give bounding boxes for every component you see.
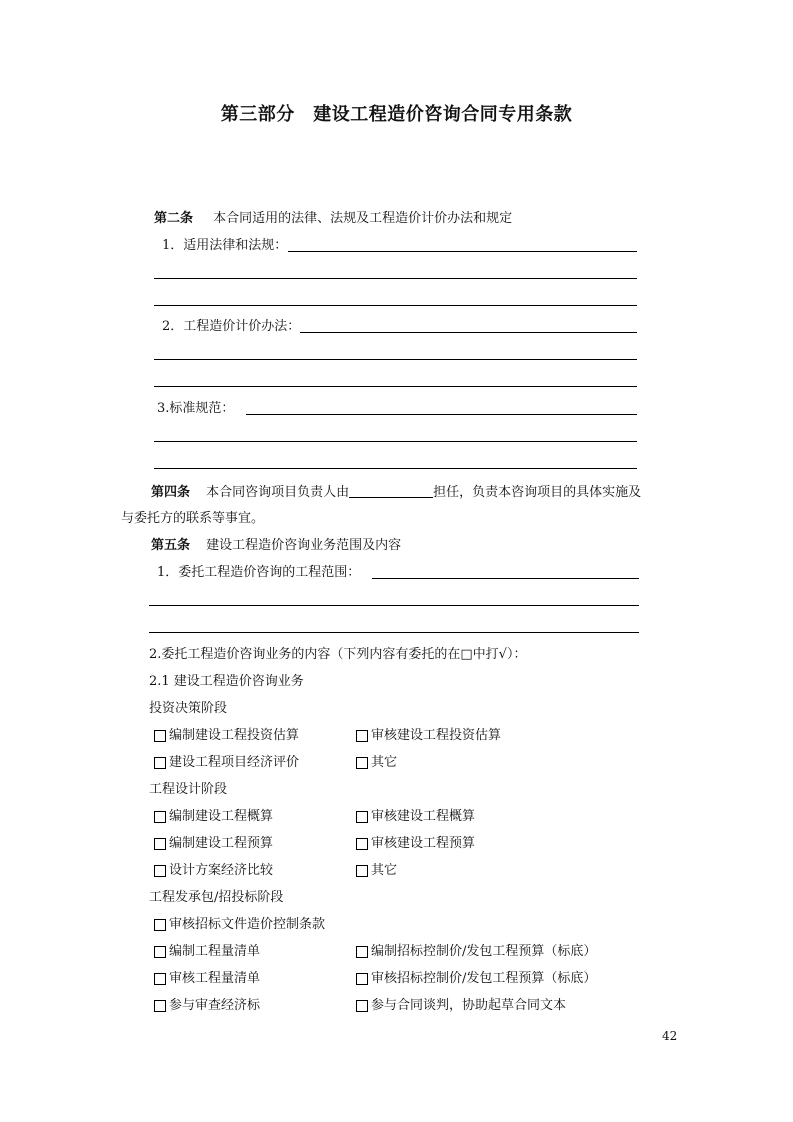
checkbox-icon[interactable] — [154, 1000, 166, 1012]
checkbox-icon[interactable] — [154, 973, 166, 985]
checkbox-label: 审核工程量清单 — [169, 971, 261, 986]
article-2-item-3-label: 3.标准规范： — [157, 401, 235, 416]
article-4-text-after: 担任，负责本咨询项目的具体实施及 — [433, 485, 642, 500]
article-2-item-2-blank[interactable] — [300, 332, 637, 333]
checkbox-item[interactable] — [154, 997, 260, 1015]
article-2-item-1-blank-3[interactable] — [154, 305, 637, 306]
checkbox-icon[interactable] — [356, 1000, 368, 1012]
project-manager-blank[interactable] — [349, 483, 433, 498]
checkbox-item[interactable] — [154, 916, 325, 934]
article-2-item-3-blank[interactable] — [246, 414, 637, 415]
checkbox-label: 编制建设工程投资估算 — [169, 728, 300, 743]
article-5-heading: 第五条 — [151, 538, 191, 553]
checkbox-label: 编制建设工程概算 — [169, 809, 274, 824]
checkbox-icon[interactable] — [154, 811, 166, 823]
article-4-text-before: 本合同咨询项目负责人由 — [206, 485, 350, 500]
article-2-item-2-blank-2[interactable] — [154, 359, 637, 360]
checkbox-item[interactable] — [154, 727, 299, 745]
checkbox-icon[interactable] — [356, 730, 368, 742]
article-2-item-2-label: 2．工程造价计价办法： — [162, 319, 301, 334]
checkbox-label: 参与合同谈判，协助起草合同文本 — [371, 998, 567, 1013]
article-4-heading: 第四条 — [151, 485, 191, 500]
checkbox-label: 编制工程量清单 — [169, 944, 261, 959]
article-4-line-2: 与委托方的联系等事宜。 — [121, 511, 265, 526]
checkbox-item[interactable] — [154, 970, 260, 988]
checkbox-label: 编制建设工程预算 — [169, 836, 274, 851]
section-2-1: 2.1 建设工程造价咨询业务 — [149, 674, 304, 689]
page-title: 第三部分 建设工程造价咨询合同专用条款 — [220, 104, 573, 125]
stage-investment-decision: 投资决策阶段 — [149, 701, 228, 716]
checkbox-item[interactable] — [356, 808, 475, 826]
checkbox-icon[interactable] — [356, 973, 368, 985]
checkbox-label: 其它 — [371, 755, 398, 770]
checkbox-icon[interactable] — [154, 865, 166, 877]
checkbox-label: 审核建设工程概算 — [371, 809, 476, 824]
checkbox-icon[interactable] — [154, 946, 166, 958]
article-2-line — [154, 210, 512, 228]
article-2-item-3-blank-3[interactable] — [154, 468, 637, 469]
article-5-item-2: 2.委托工程造价咨询业务的内容（下列内容有委托的在□中打√）： — [149, 647, 527, 662]
article-2-item-3-blank-2[interactable] — [154, 441, 637, 442]
checkbox-item[interactable] — [356, 862, 397, 880]
checkbox-item[interactable] — [356, 970, 596, 988]
article-2-item-1-blank-2[interactable] — [154, 278, 637, 279]
checkbox-icon[interactable] — [154, 838, 166, 850]
checkbox-label: 审核建设工程投资估算 — [371, 728, 502, 743]
article-2-item-1-label: 1．适用法律和法规： — [162, 238, 288, 253]
page-number: 42 — [662, 1029, 678, 1043]
checkbox-icon[interactable] — [356, 838, 368, 850]
checkbox-icon[interactable] — [356, 757, 368, 769]
checkbox-icon[interactable] — [356, 865, 368, 877]
checkbox-item[interactable] — [154, 943, 260, 961]
checkbox-item[interactable] — [154, 754, 299, 772]
checkbox-item[interactable] — [356, 754, 397, 772]
checkbox-icon[interactable] — [356, 811, 368, 823]
checkbox-label: 建设工程项目经济评价 — [169, 755, 300, 770]
checkbox-item[interactable] — [154, 862, 273, 880]
article-2-heading: 第二条 — [154, 211, 194, 226]
checkbox-label: 参与审查经济标 — [169, 998, 261, 1013]
checkbox-label: 审核建设工程预算 — [371, 836, 476, 851]
checkbox-item[interactable] — [356, 943, 596, 961]
article-2-item-1-blank[interactable] — [288, 251, 637, 252]
checkbox-label: 编制招标控制价/发包工程预算（标底） — [371, 944, 597, 959]
checkbox-icon[interactable] — [154, 919, 166, 931]
article-2-text: 本合同适用的法律、法规及工程造价计价办法和规定 — [213, 211, 513, 226]
checkbox-label: 其它 — [371, 863, 398, 878]
stage-bidding: 工程发承包/招投标阶段 — [149, 890, 284, 905]
article-5-line — [151, 537, 401, 555]
checkbox-item[interactable] — [356, 835, 475, 853]
checkbox-item[interactable] — [356, 727, 501, 745]
article-5-item-1-label: 1．委托工程造价咨询的工程范围： — [157, 565, 361, 580]
checkbox-icon[interactable] — [154, 757, 166, 769]
article-4-line-1 — [151, 483, 641, 502]
checkbox-icon[interactable] — [154, 730, 166, 742]
checkbox-label: 审核招标文件造价控制条款 — [169, 917, 326, 932]
checkbox-icon[interactable] — [356, 946, 368, 958]
checkbox-item[interactable] — [154, 808, 273, 826]
checkbox-item[interactable] — [356, 997, 566, 1015]
article-5-text: 建设工程造价咨询业务范围及内容 — [206, 538, 402, 553]
article-5-item-1-blank[interactable] — [372, 578, 639, 579]
article-5-item-1-blank-2[interactable] — [149, 605, 639, 606]
checkbox-label: 审核招标控制价/发包工程预算（标底） — [371, 971, 597, 986]
article-5-item-1-blank-3[interactable] — [149, 632, 639, 633]
checkbox-label: 设计方案经济比较 — [169, 863, 274, 878]
stage-design: 工程设计阶段 — [149, 782, 228, 797]
checkbox-item[interactable] — [154, 835, 273, 853]
article-2-item-2-blank-3[interactable] — [154, 386, 637, 387]
